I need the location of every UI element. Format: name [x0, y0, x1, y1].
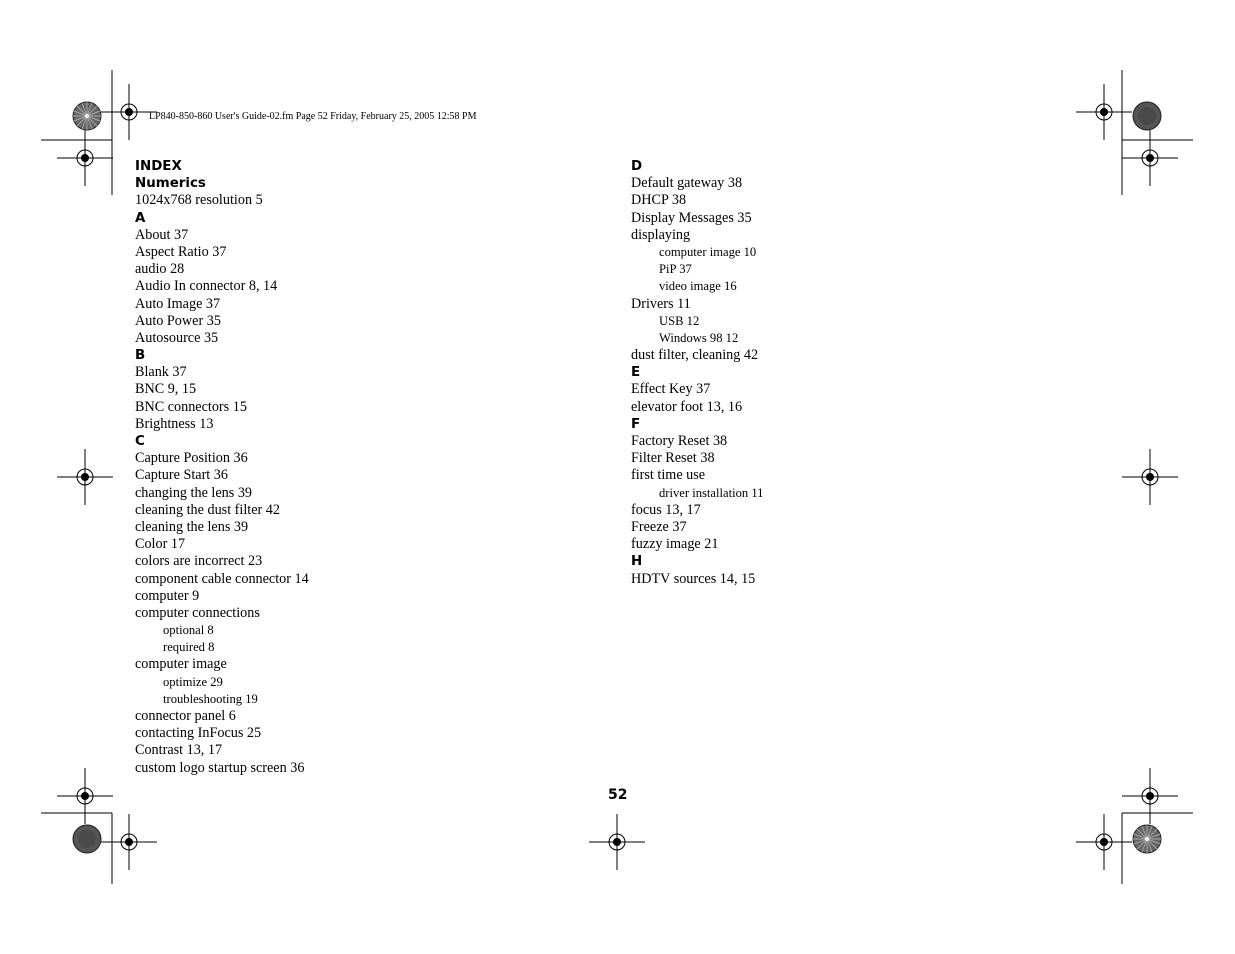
index-entry: changing the lens 39	[135, 484, 253, 501]
index-heading: H	[631, 554, 643, 570]
index-entry: Contrast 13, 17	[135, 742, 223, 759]
index-entry: Freeze 37	[631, 518, 687, 535]
index-entry: Factory Reset 38	[631, 433, 728, 449]
index-heading: INDEX	[135, 159, 182, 174]
registration-target-icon	[57, 768, 113, 824]
index-entry: Audio In connector 8, 14	[135, 278, 278, 295]
index-entry: Color 17	[135, 536, 186, 553]
index-entry: Capture Start 36	[135, 467, 228, 484]
color-bar-starburst-icon	[1133, 102, 1161, 130]
index-entry: first time use	[631, 467, 706, 484]
index-entry: Auto Power 35	[135, 312, 221, 329]
index-entry: Filter Reset 38	[631, 450, 715, 467]
index-heading: D	[631, 159, 643, 174]
index-entry: Effect Key 37	[631, 381, 711, 398]
index-entry: Display Messages 35	[631, 209, 752, 226]
index-column-right	[631, 158, 763, 588]
registration-target-icon	[589, 814, 645, 870]
index-entry: 1024x768 resolution 5	[135, 192, 263, 209]
index-entry: component cable connector 14	[135, 570, 309, 587]
index-entry: fuzzy image 21	[631, 536, 719, 553]
index-entry: focus 13, 17	[631, 501, 701, 518]
registration-target-icon	[1122, 768, 1178, 824]
color-bar-starburst-icon	[73, 102, 101, 130]
index-entry: dust filter, cleaning 42	[631, 347, 759, 364]
index-entry: connector panel 6	[135, 708, 236, 724]
index-subentry: Windows 98 12	[659, 330, 739, 345]
index-subentry: required 8	[163, 640, 215, 655]
index-subentry: video image 16	[659, 279, 737, 294]
index-heading: E	[631, 365, 641, 381]
registration-target-icon	[57, 130, 113, 186]
index-entry: About 37	[135, 226, 189, 243]
color-bar-starburst-icon	[73, 825, 101, 853]
index-subentry: troubleshooting 19	[163, 691, 258, 706]
index-subentry: PiP 37	[659, 262, 692, 277]
index-entry: contacting InFocus 25	[135, 725, 262, 742]
index-column-left	[135, 158, 309, 777]
page-number: 52	[608, 787, 628, 803]
file-header-line: LP840-850-860 User's Guide-02.fm Page 52 Friday, February 25, 2005 12:58 PM	[149, 111, 477, 122]
index-entry: displaying	[631, 226, 691, 243]
index-entry: DHCP 38	[631, 192, 687, 209]
index-heading: B	[135, 348, 146, 364]
index-entry: audio 28	[135, 261, 185, 278]
index-subentry: USB 12	[659, 313, 700, 328]
index-entry: computer 9	[135, 587, 200, 604]
index-heading: F	[631, 416, 641, 432]
index-entry: Capture Position 36	[135, 450, 248, 467]
registration-target-icon	[57, 449, 113, 505]
index-subentry: computer image 10	[659, 244, 757, 259]
index-entry: Auto Image 37	[135, 295, 221, 312]
index-entry: colors are incorrect 23	[135, 553, 263, 570]
index-entry: cleaning the lens 39	[135, 518, 249, 535]
registration-target-icon	[1076, 814, 1132, 870]
registration-target-icon	[1122, 130, 1178, 186]
index-entry: elevator foot 13, 16	[631, 398, 743, 415]
index-entry: BNC 9, 15	[135, 381, 197, 398]
index-entry: computer connections	[135, 604, 260, 621]
registration-target-icon	[1076, 84, 1132, 140]
index-entry: Default gateway 38	[631, 175, 743, 192]
index-entry: Brightness 13	[135, 415, 214, 432]
index-entry: custom logo startup screen 36	[135, 759, 305, 776]
index-entry: Drivers 11	[631, 295, 691, 312]
index-entry: HDTV sources 14, 15	[631, 570, 756, 587]
index-entry: cleaning the dust filter 42	[135, 501, 280, 518]
index-subentry: optional 8	[163, 623, 214, 638]
color-bar-starburst-icon	[1133, 825, 1161, 853]
index-entry: Autosource 35	[135, 329, 219, 346]
index-entry: Aspect Ratio 37	[135, 243, 227, 260]
index-heading: Numerics	[135, 176, 206, 192]
registration-target-icon	[1122, 449, 1178, 505]
index-entry: computer image	[135, 656, 227, 673]
index-subentry: driver installation 11	[659, 485, 764, 500]
index-entry: BNC connectors 15	[135, 398, 247, 415]
index-heading: C	[135, 434, 145, 449]
index-heading: A	[135, 210, 146, 226]
index-subentry: optimize 29	[163, 674, 223, 689]
index-entry: Blank 37	[135, 364, 187, 381]
registration-target-icon	[101, 814, 157, 870]
